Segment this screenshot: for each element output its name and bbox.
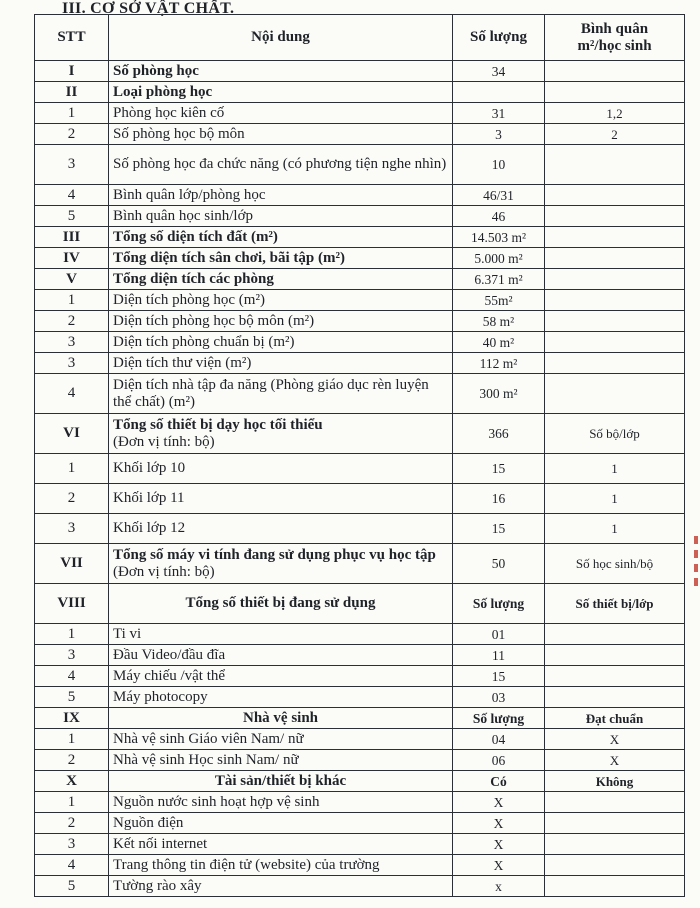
qty-cell [453,185,545,206]
avg-cell-text: X [609,731,620,747]
qty-cell-text: 58 m² [482,313,515,329]
content-cell-text: Tổng diện tích sân chơi, bãi tập (m²) [113,249,346,266]
table-row [35,269,685,290]
content-cell [109,514,453,544]
content-cell-text: Diện tích thư viện (m²) [113,354,252,371]
stt-cell-text: IX [63,709,80,726]
content-cell-text: Diện tích nhà tập đa năng (Phòng giáo dục rèn luyện thể chất) (m²) [113,376,429,410]
stt-cell-text: 2 [67,751,76,768]
stt-cell-text: 4 [67,667,76,684]
qty-cell-text: X [493,815,504,831]
stt-cell [35,514,109,544]
stt-cell [35,248,109,269]
avg-cell [545,290,685,311]
table-row [35,687,685,708]
stt-cell-text: 1 [67,730,76,747]
content-cell-text: Khối lớp 12 [113,520,186,536]
avg-cell-text: Số học sinh/bộ [575,556,654,571]
table-row [35,353,685,374]
qty-cell-text: 04 [491,731,506,747]
header-content: Nội dung [109,15,453,61]
stt-cell-text: 5 [67,207,76,224]
content-cell-text: Nhà vệ sinh [242,709,319,726]
facilities-table [34,14,685,897]
content-cell [109,876,453,897]
stt-cell-text: VIII [57,595,86,611]
avg-cell [545,687,685,708]
qty-cell-text: 46 [491,208,506,224]
qty-cell-text: 300 m² [479,386,518,401]
content-cell [109,834,453,855]
stt-cell-text: 3 [67,333,76,350]
stt-cell [35,484,109,514]
qty-cell-text: 112 m² [479,355,518,371]
qty-cell-text: 366 [488,426,509,441]
table-row [35,729,685,750]
stt-cell-text: 1 [67,793,76,810]
table-row [35,414,685,454]
content-cell [109,124,453,145]
content-cell-text: Kết nối internet [113,835,208,852]
qty-cell-text: Có [490,773,507,789]
content-cell [109,103,453,124]
content-cell-text: Tài sản/thiết bị khác [214,772,347,789]
stt-cell-text: IV [63,249,80,266]
content-subtext: (Đơn vị tính: bộ) [113,563,215,580]
avg-cell [545,269,685,290]
qty-cell-text: 34 [491,63,506,79]
table-row [35,645,685,666]
content-cell [109,855,453,876]
qty-cell-text: 55m² [484,292,513,308]
avg-cell-text: 2 [611,126,618,142]
content-cell-text: Tổng số thiết bị dạy học tối thiểu [113,416,323,433]
content-cell [109,771,453,792]
stt-cell [35,771,109,792]
stt-cell-text: 3 [67,354,76,371]
stt-cell [35,82,109,103]
stt-cell [35,544,109,584]
header-avg-line2: m²/học sinh [577,37,652,54]
table-row [35,666,685,687]
stt-cell [35,414,109,454]
stt-cell-text: 3 [67,520,76,536]
content-cell-text: Nhà vệ sinh Giáo viên Nam/ nữ [113,730,304,747]
qty-cell-text: X [493,836,504,852]
qty-cell [453,624,545,645]
stt-cell-text: 1 [67,104,76,121]
stt-cell-text: 4 [67,856,76,873]
content-subtext: (Đơn vị tính: bộ) [113,433,215,450]
content-cell [109,82,453,103]
table-row [35,771,685,792]
qty-cell [453,82,545,103]
avg-cell [545,792,685,813]
qty-cell-text: 46/31 [483,187,514,203]
qty-cell [453,332,545,353]
content-cell [109,454,453,484]
avg-cell [545,145,685,185]
avg-cell-text: Số thiết bị/lớp [575,596,654,611]
table-row [35,484,685,514]
qty-cell [453,454,545,484]
avg-cell [545,584,685,624]
content-cell-text: Diện tích phòng học bộ môn (m²) [113,312,315,329]
qty-cell [453,290,545,311]
avg-cell [545,514,685,544]
qty-cell [453,414,545,454]
stt-cell [35,124,109,145]
content-cell [109,227,453,248]
avg-cell-text: 1 [611,521,618,536]
qty-cell-text: Số lượng [472,596,525,611]
avg-cell [545,124,685,145]
qty-cell [453,834,545,855]
stamp-edge-mark [692,530,700,610]
stt-cell [35,269,109,290]
header-avg [545,15,685,61]
avg-cell-text: Số bộ/lớp [589,426,640,441]
qty-cell [453,248,545,269]
qty-cell [453,792,545,813]
qty-cell-text: 14.503 m² [470,229,527,245]
table-row [35,248,685,269]
qty-cell [453,729,545,750]
content-cell-text: Máy chiếu /vật thể [113,667,226,684]
stt-cell-text: VII [60,555,83,571]
stt-cell [35,227,109,248]
qty-cell [453,227,545,248]
qty-cell-text: 31 [491,105,506,121]
content-cell-text: Số phòng học [113,62,199,79]
stt-cell [35,185,109,206]
stt-cell-text: 2 [67,312,76,329]
qty-cell-text: 03 [491,689,506,705]
content-cell [109,61,453,82]
content-cell-text: Tổng số diện tích đất (m²) [113,228,278,245]
stt-cell-text: 3 [67,646,76,663]
content-cell-text: Nguồn điện [113,814,184,831]
qty-cell-text: 40 m² [482,334,515,350]
stt-cell [35,876,109,897]
qty-cell [453,103,545,124]
avg-cell [545,544,685,584]
qty-cell-text: X [493,794,504,810]
content-cell [109,750,453,771]
section-heading: III. CƠ SỞ VẬT CHẤT. [62,0,235,17]
qty-cell-text: X [493,857,504,873]
stt-cell-text: 1 [67,625,76,642]
qty-cell [453,124,545,145]
content-cell [109,645,453,666]
content-cell-text: Số phòng học bộ môn [113,125,245,142]
content-cell [109,708,453,729]
table-row [35,206,685,227]
stt-cell-text: 1 [67,460,76,476]
avg-cell-text: X [609,752,620,768]
qty-cell-text: 11 [492,647,505,663]
avg-cell [545,454,685,484]
stt-cell [35,687,109,708]
table-row [35,103,685,124]
avg-cell [545,708,685,729]
stt-cell-text: 2 [67,814,76,831]
stt-cell-text: 1 [67,291,76,308]
stt-cell [35,645,109,666]
qty-cell [453,206,545,227]
avg-cell [545,855,685,876]
content-cell-text: Bình quân học sinh/lớp [113,207,254,224]
table-row [35,750,685,771]
qty-cell-text: 01 [491,626,506,642]
table-row [35,584,685,624]
table-row [35,227,685,248]
stt-cell-text: 5 [67,877,76,894]
avg-cell-text: 1 [611,491,618,506]
content-cell [109,813,453,834]
table-row [35,792,685,813]
qty-cell-text: 50 [491,556,506,571]
stt-cell-text: III [62,228,81,245]
avg-cell [545,82,685,103]
avg-cell [545,729,685,750]
header-qty: Số lượng [453,15,545,61]
content-cell-text: Khối lớp 11 [113,490,185,506]
stt-cell [35,145,109,185]
stt-cell-text: 4 [67,385,76,401]
content-cell-text: Nhà vệ sinh Học sinh Nam/ nữ [113,751,299,768]
avg-cell [545,484,685,514]
avg-cell [545,624,685,645]
content-cell [109,248,453,269]
content-cell [109,311,453,332]
stt-cell [35,750,109,771]
table-row [35,124,685,145]
qty-cell [453,544,545,584]
avg-cell [545,248,685,269]
content-cell [109,687,453,708]
content-cell-text: Số phòng học đa chức năng (có phương tiện nghe nhìn) [113,156,447,172]
qty-cell-text: 10 [491,157,506,172]
header-stt: STT [35,15,109,61]
stt-cell-text: II [65,83,78,100]
table-row [35,813,685,834]
content-cell-text: Diện tích phòng học (m²) [113,291,265,308]
content-cell [109,792,453,813]
stt-cell [35,103,109,124]
table-row [35,311,685,332]
table-row [35,185,685,206]
content-cell-text: Khối lớp 10 [113,460,186,476]
stt-cell [35,311,109,332]
content-cell-text: Nguồn nước sinh hoạt hợp vệ sinh [113,793,320,810]
stt-cell [35,206,109,227]
stt-cell [35,666,109,687]
qty-cell-text: 3 [495,126,502,142]
content-cell [109,185,453,206]
content-cell-text: Loại phòng học [113,83,213,100]
avg-cell [545,750,685,771]
content-cell [109,290,453,311]
qty-cell [453,269,545,290]
avg-cell [545,645,685,666]
qty-cell-text: 15 [491,461,506,476]
content-cell [109,666,453,687]
avg-cell-text: Không [595,773,634,789]
qty-cell [453,813,545,834]
table-header-row [35,15,685,61]
stt-cell [35,584,109,624]
avg-cell [545,414,685,454]
table-row [35,145,685,185]
avg-cell [545,103,685,124]
content-cell [109,414,453,454]
qty-cell-text: 5.000 m² [474,250,523,266]
content-cell-text: Trang thông tin điện tử (website) của trường [113,856,380,873]
qty-cell-text: 06 [491,752,506,768]
stt-cell [35,729,109,750]
avg-cell-text: Đạt chuẩn [585,710,644,726]
qty-cell [453,374,545,414]
qty-cell [453,311,545,332]
table-row [35,855,685,876]
avg-cell [545,374,685,414]
avg-cell [545,206,685,227]
stt-cell-text: X [66,772,77,789]
table-row [35,374,685,414]
table-row [35,290,685,311]
avg-cell-text: 1,2 [606,105,623,121]
qty-cell [453,876,545,897]
stt-cell [35,855,109,876]
avg-cell [545,876,685,897]
stt-cell-text: I [68,62,75,79]
content-cell [109,484,453,514]
qty-cell [453,645,545,666]
stt-cell-text: V [66,270,77,287]
avg-cell [545,185,685,206]
header-avg-line1: Bình quân [580,20,649,37]
table-row [35,624,685,645]
avg-cell [545,227,685,248]
qty-cell [453,145,545,185]
qty-cell [453,687,545,708]
content-cell [109,624,453,645]
qty-cell [453,666,545,687]
qty-cell [453,771,545,792]
content-cell-text: Đầu Video/đầu đĩa [113,646,226,663]
content-cell [109,729,453,750]
avg-cell [545,666,685,687]
content-cell [109,353,453,374]
stt-cell-text: 3 [67,835,76,852]
avg-cell [545,61,685,82]
table-row [35,544,685,584]
qty-cell-text: 15 [491,521,506,536]
avg-cell [545,834,685,855]
stt-cell [35,813,109,834]
stt-cell-text: 2 [67,125,76,142]
qty-cell-text: 15 [491,668,506,684]
stt-cell [35,332,109,353]
content-cell [109,206,453,227]
content-cell [109,269,453,290]
avg-cell [545,813,685,834]
stt-cell-text: 2 [67,490,76,506]
avg-cell [545,353,685,374]
table-row [35,834,685,855]
table-row [35,61,685,82]
avg-cell [545,311,685,332]
content-cell [109,544,453,584]
stt-cell-text: 3 [67,156,76,172]
qty-cell [453,353,545,374]
content-cell [109,145,453,185]
table-row [35,708,685,729]
table-row [35,454,685,484]
content-cell-text: Máy photocopy [113,688,208,705]
content-cell-text: Diện tích phòng chuẩn bị (m²) [113,333,295,350]
qty-cell [453,708,545,729]
qty-cell-text: x [495,878,502,894]
qty-cell [453,484,545,514]
content-cell-text: Ti vi [113,625,142,642]
stt-cell [35,708,109,729]
qty-cell [453,750,545,771]
qty-cell-text: 16 [491,491,506,506]
avg-cell-text: 1 [611,461,618,476]
content-cell [109,584,453,624]
qty-cell [453,584,545,624]
stt-cell [35,792,109,813]
qty-cell-text: Số lượng [472,710,525,726]
content-cell [109,332,453,353]
content-cell-text: Tổng diện tích các phòng [113,270,274,287]
stt-cell [35,624,109,645]
content-cell-text: Tổng số máy vi tính đang sử dụng phục vụ học tập [113,546,436,563]
qty-cell-text: 6.371 m² [474,271,523,287]
content-cell-text: Tường rào xây [113,877,202,894]
content-cell [109,374,453,414]
stt-cell-text: 5 [67,688,76,705]
stt-cell [35,61,109,82]
qty-cell [453,514,545,544]
stt-cell [35,374,109,414]
stt-cell-text: 4 [67,186,76,203]
stt-cell-text: VI [63,425,80,441]
table-row [35,82,685,103]
table-row [35,876,685,897]
content-cell-text: Tổng số thiết bị đang sử dụng [185,595,376,611]
stt-cell [35,454,109,484]
table-row [35,332,685,353]
qty-cell [453,855,545,876]
table-row [35,514,685,544]
avg-cell [545,332,685,353]
content-cell-text: Phòng học kiên cố [113,104,225,121]
content-cell-text: Bình quân lớp/phòng học [113,186,266,203]
stt-cell [35,353,109,374]
stt-cell [35,834,109,855]
qty-cell [453,61,545,82]
stt-cell [35,290,109,311]
avg-cell [545,771,685,792]
